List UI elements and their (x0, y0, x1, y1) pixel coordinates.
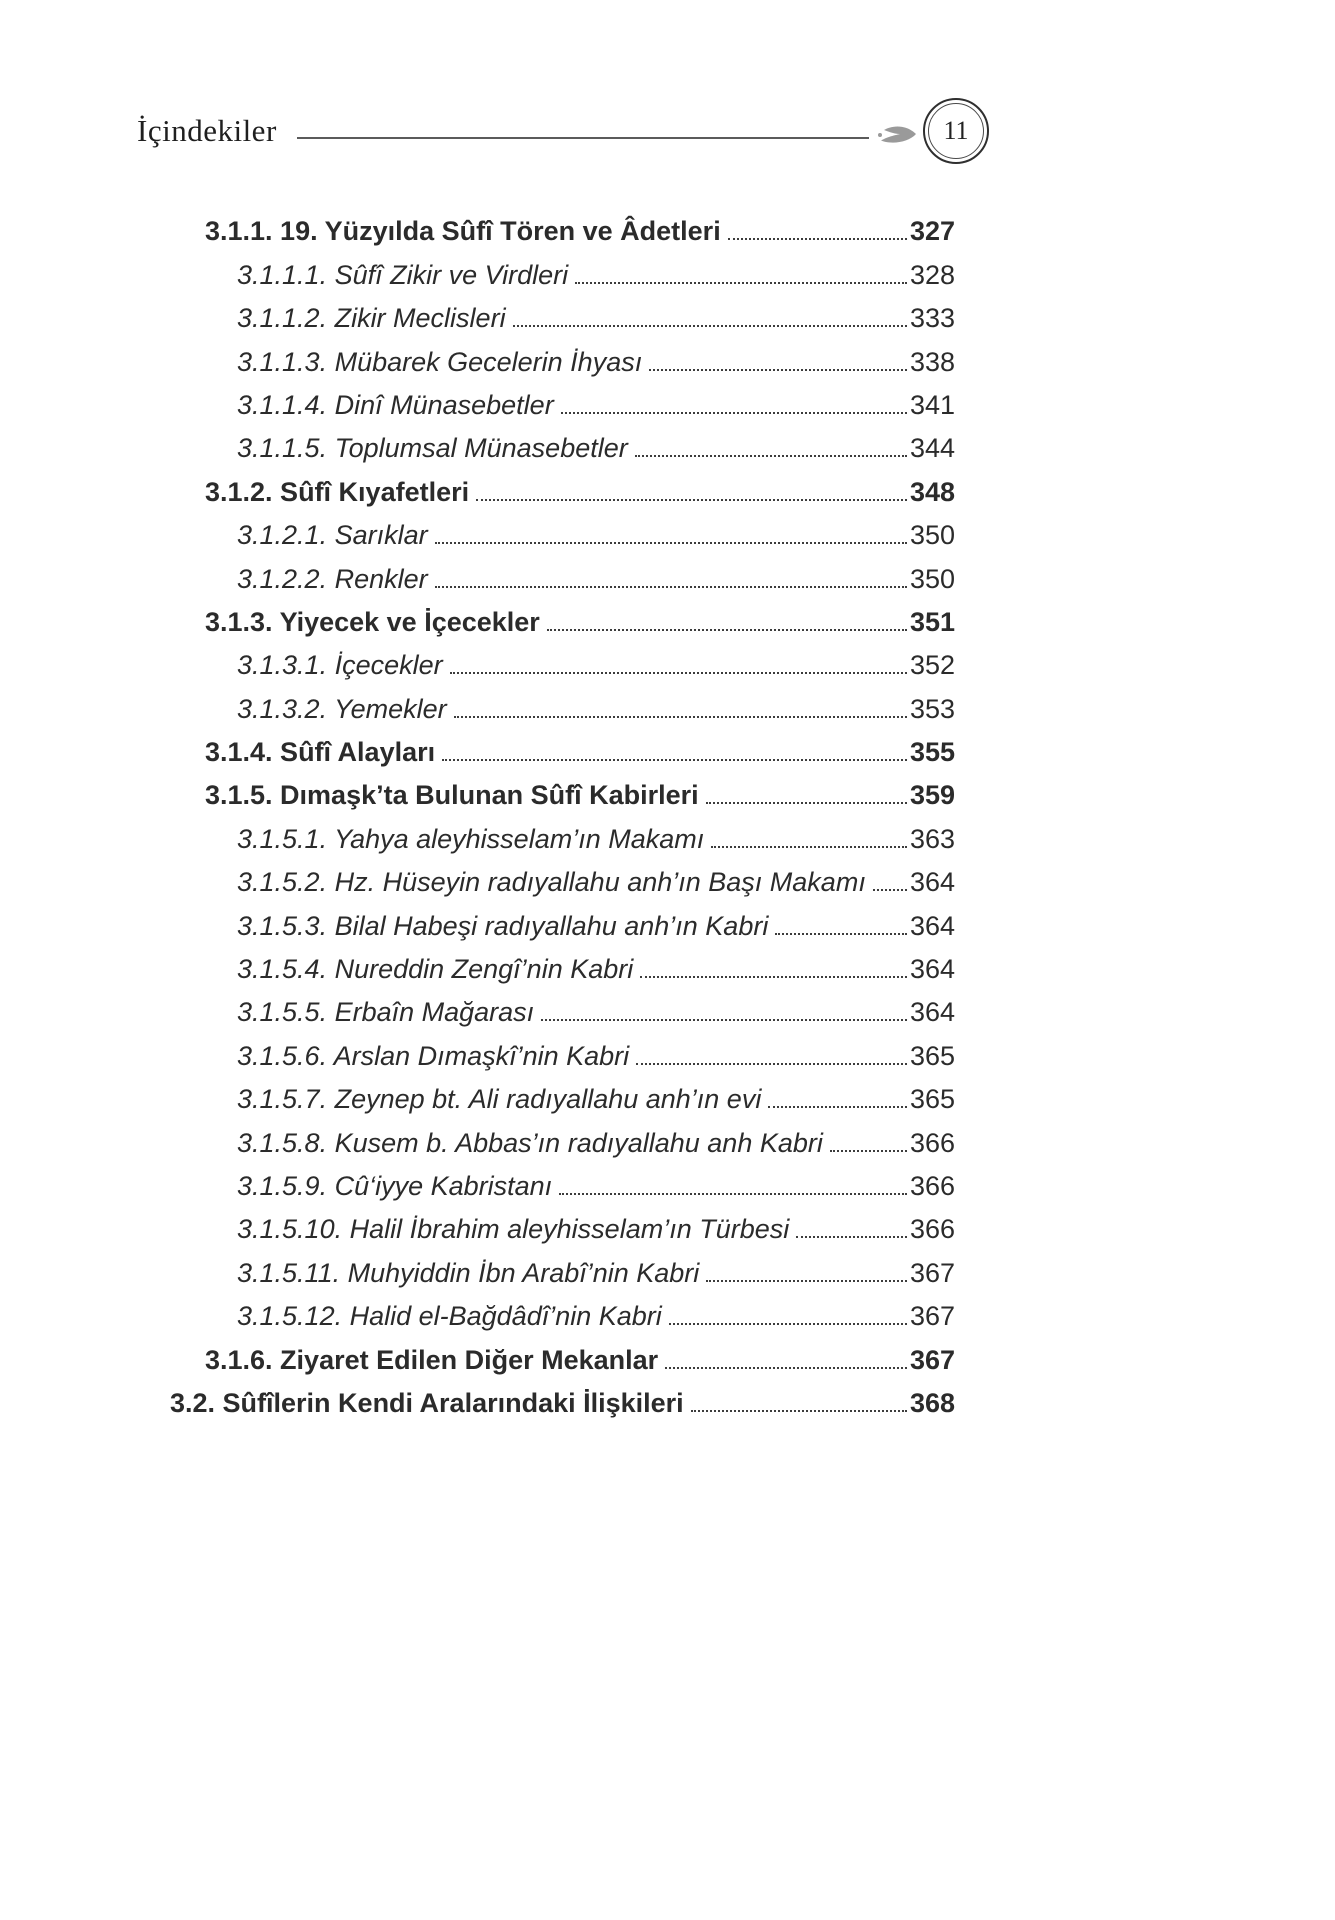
toc-page-number: 366 (909, 1214, 955, 1245)
dotted-leader (541, 1019, 907, 1021)
dotted-leader (873, 889, 907, 891)
toc-entry-label: 3.1.5.2. Hz. Hüseyin radıyallahu anh’ın Başı Makamı (237, 867, 866, 898)
dotted-leader (559, 1193, 907, 1195)
toc-row (137, 1159, 955, 1202)
page-number-badge (923, 98, 989, 164)
dotted-leader (706, 802, 907, 804)
toc-entry-label: 3.1.1.4. Dinî Münasebetler (237, 389, 554, 420)
toc-row (137, 681, 955, 724)
toc-entry-label: 3.1.5.12. Halid el-Bağdâdî’nin Kabri (237, 1301, 662, 1332)
toc-entry-label: 3.1.3. Yiyecek ve İçecekler (205, 606, 540, 637)
dotted-leader (775, 933, 907, 935)
dotted-leader (796, 1236, 907, 1238)
dotted-leader (635, 455, 907, 457)
toc-entry-label: 3.2. Sûfîlerin Kendi Aralarındaki İlişkileri (170, 1387, 684, 1418)
toc-entry-label: 3.1.2.1. Sarıklar (237, 520, 428, 551)
toc-row (137, 204, 955, 247)
toc-entry-label: 3.1.5.4. Nureddin Zengî’nin Kabri (237, 954, 634, 985)
toc-page-number: 353 (909, 693, 955, 724)
toc-entry-label: 3.1.2.2. Renkler (237, 563, 428, 594)
toc-page-number: 348 (909, 476, 955, 507)
toc-page-number: 350 (909, 563, 955, 594)
dotted-leader (547, 629, 907, 631)
toc-entry-label: 3.1.5.11. Muhyiddin İbn Arabî’nin Kabri (237, 1257, 700, 1288)
toc-row (137, 1332, 955, 1375)
toc-entry-label: 3.1.1.5. Toplumsal Münasebetler (237, 433, 628, 464)
toc-entry-label: 3.1.4. Sûfî Alayları (205, 737, 436, 768)
header-rule (297, 137, 869, 139)
toc-entry-label: 3.1.5.3. Bilal Habeşi radıyallahu anh’ın Kabri (237, 910, 769, 941)
toc-page-number: 364 (909, 997, 955, 1028)
toc-entry-label: 3.1.5.10. Halil İbrahim aleyhisselam’ın Türbesi (237, 1214, 790, 1245)
dotted-leader (476, 499, 907, 501)
dotted-leader (575, 282, 907, 284)
toc-entry-label: 3.1.1.1. Sûfî Zikir ve Virdleri (237, 259, 569, 290)
toc-row (137, 508, 955, 551)
toc-row (137, 421, 955, 464)
toc-page-number: 338 (909, 346, 955, 377)
toc-row (137, 638, 955, 681)
toc-entry-label: 3.1.6. Ziyaret Edilen Diğer Mekanlar (205, 1344, 659, 1375)
dotted-leader (728, 238, 907, 240)
toc-entry-label: 3.1.5.7. Zeynep bt. Ali radıyallahu anh’ın evi (237, 1084, 762, 1115)
toc-page-number: 367 (909, 1344, 955, 1375)
toc-page-number: 352 (909, 650, 955, 681)
toc-row (137, 1289, 955, 1332)
flourish-ornament-icon (875, 122, 917, 146)
dotted-leader (640, 976, 907, 978)
toc-row (137, 1028, 955, 1071)
toc-row (137, 378, 955, 421)
page-number: 11 (943, 116, 969, 145)
toc-page-number: 328 (909, 259, 955, 290)
dotted-leader (665, 1367, 907, 1369)
dotted-leader (450, 672, 907, 674)
toc-entry-label: 3.1.2. Sûfî Kıyafetleri (205, 476, 470, 507)
toc-entry-label: 3.1.3.1. İçecekler (237, 650, 443, 681)
dotted-leader (435, 542, 907, 544)
toc-row (137, 595, 955, 638)
toc-page-number: 351 (909, 606, 955, 637)
toc-row (137, 464, 955, 507)
toc-row (137, 1115, 955, 1158)
dotted-leader (513, 325, 907, 327)
toc-row (137, 291, 955, 334)
toc-row (137, 1245, 955, 1288)
toc-row (137, 247, 955, 290)
toc-page-number: 359 (909, 780, 955, 811)
toc-entry-label: 3.1.3.2. Yemekler (237, 693, 447, 724)
toc-page-number: 341 (909, 389, 955, 420)
toc-entry-label: 3.1.5.1. Yahya aleyhisselam’ın Makamı (237, 823, 705, 854)
toc-page-number: 344 (909, 433, 955, 464)
toc-page-number: 363 (909, 823, 955, 854)
dotted-leader (830, 1150, 907, 1152)
toc-row (137, 985, 955, 1028)
dotted-leader (561, 412, 907, 414)
toc-row (137, 768, 955, 811)
toc-list (137, 204, 955, 1419)
toc-page-number: 355 (909, 737, 955, 768)
toc-row (137, 551, 955, 594)
toc-entry-label: 3.1.1.2. Zikir Meclisleri (237, 303, 506, 334)
toc-row (137, 1376, 955, 1419)
toc-page-number: 366 (909, 1170, 955, 1201)
dotted-leader (691, 1410, 907, 1412)
page-header (137, 98, 989, 164)
toc-row (137, 942, 955, 985)
toc-page-number: 366 (909, 1127, 955, 1158)
dotted-leader (435, 586, 907, 588)
toc-page-number: 364 (909, 867, 955, 898)
dotted-leader (711, 846, 907, 848)
toc-entry-label: 3.1.1.3. Mübarek Gecelerin İhyası (237, 346, 643, 377)
dotted-leader (454, 716, 907, 718)
toc-page-number: 364 (909, 910, 955, 941)
toc-page-number: 368 (909, 1387, 955, 1418)
toc-row (137, 334, 955, 377)
toc-entry-label: 3.1.1. 19. Yüzyılda Sûfî Tören ve Âdetleri (205, 216, 721, 247)
toc-entry-label: 3.1.5.5. Erbaîn Mağarası (237, 997, 535, 1028)
dotted-leader (649, 369, 907, 371)
dotted-leader (442, 759, 907, 761)
toc-page-number: 367 (909, 1257, 955, 1288)
page-title: İçindekiler (137, 113, 277, 148)
toc-row (137, 725, 955, 768)
toc-row (137, 811, 955, 854)
dotted-leader (669, 1323, 907, 1325)
toc-row (137, 855, 955, 898)
dotted-leader (768, 1106, 907, 1108)
toc-page-number: 365 (909, 1040, 955, 1071)
toc-row (137, 1202, 955, 1245)
toc-page-number: 367 (909, 1301, 955, 1332)
toc-row (137, 898, 955, 941)
toc-entry-label: 3.1.5.9. Cû‘iyye Kabristanı (237, 1170, 553, 1201)
dotted-leader (636, 1063, 907, 1065)
dotted-leader (706, 1280, 907, 1282)
toc-page-number: 364 (909, 954, 955, 985)
toc-entry-label: 3.1.5. Dımaşk’ta Bulunan Sûfî Kabirleri (205, 780, 699, 811)
toc-page-number: 365 (909, 1084, 955, 1115)
toc-page-number: 350 (909, 520, 955, 551)
toc-page-number: 327 (909, 216, 955, 247)
toc-row (137, 1072, 955, 1115)
toc-page-number: 333 (909, 303, 955, 334)
toc-entry-label: 3.1.5.6. Arslan Dımaşkî’nin Kabri (237, 1040, 630, 1071)
toc-entry-label: 3.1.5.8. Kusem b. Abbas’ın radıyallahu anh Kabri (237, 1127, 823, 1158)
